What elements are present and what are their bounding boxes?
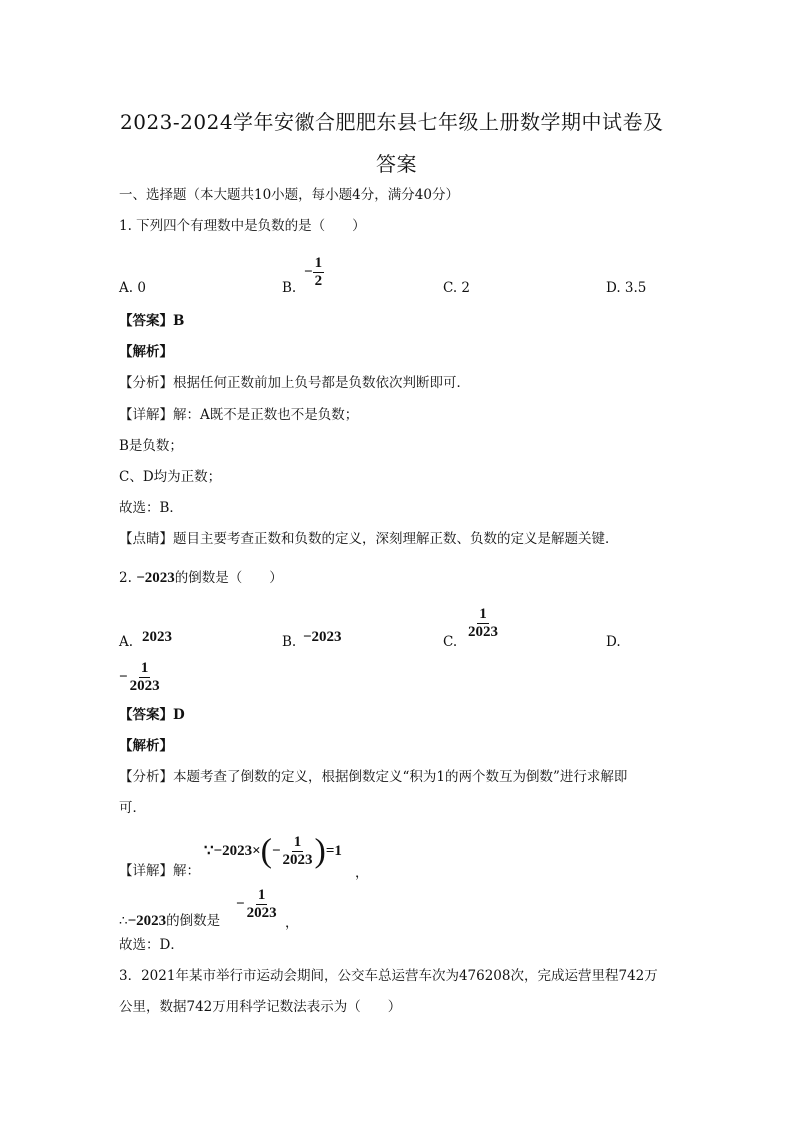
q1-choice: 故选：B． xyxy=(119,500,183,516)
document-title-line2: 答案 xyxy=(376,152,417,176)
denominator: 2023 xyxy=(468,624,498,640)
q2-option-b-value: −2023 xyxy=(303,629,342,645)
q2-stem xyxy=(119,569,283,587)
denominator: 2023 xyxy=(129,678,160,694)
q2-option-d-fraction xyxy=(119,660,162,695)
q2-detail-label: 【详解】解： xyxy=(119,863,200,879)
conclusion-math: −2023 xyxy=(127,913,167,929)
fraction xyxy=(128,660,162,695)
q2-number: 2. xyxy=(119,570,132,586)
fraction xyxy=(466,606,500,641)
q2-eq-comma: ， xyxy=(355,865,369,881)
right-paren: ) xyxy=(314,832,326,870)
fraction xyxy=(313,255,325,290)
numerator: 1 xyxy=(140,660,149,676)
q1-option-b-label: B. xyxy=(282,280,297,296)
q2-option-a-value: 2023 xyxy=(142,629,172,645)
section-heading: 一、选择题（本大题共10小题，每小题4分，满分40分） xyxy=(119,187,459,203)
eq-right: =1 xyxy=(325,842,342,859)
minus-sign: − xyxy=(304,263,313,280)
q1-option-a: A. 0 xyxy=(119,280,146,296)
numerator: 1 xyxy=(293,834,302,850)
minus-sign: − xyxy=(271,842,281,859)
therefore-symbol: ∴ xyxy=(119,913,128,929)
q2-conclusion xyxy=(119,912,220,930)
q2-option-c-fraction xyxy=(466,606,500,641)
q1-detail: 【详解】解：A既不是正数也不是负数； xyxy=(119,407,359,423)
q2-option-a-label: A. xyxy=(119,634,134,650)
q2-option-b-label: B. xyxy=(282,634,297,650)
numerator: 1 xyxy=(314,255,323,271)
numerator: 1 xyxy=(257,887,266,903)
eq-left: −2023× xyxy=(213,842,261,859)
q3-stem-line2: 公里，数据742万用科学记数法表示为（ ） xyxy=(119,999,402,1015)
q2-option-d-label: D. xyxy=(606,634,621,650)
q1-analysis-heading: 【解析】 xyxy=(119,344,173,360)
q2-stem-text: 的倒数是（ ） xyxy=(174,570,283,586)
minus-sign: − xyxy=(236,895,245,912)
q1-stem: 1. 下列四个有理数中是负数的是（ ） xyxy=(119,218,366,234)
q2-stem-math: −2023 xyxy=(136,570,175,586)
q1-option-b-fraction xyxy=(304,255,324,290)
q1-remark: 【点睛】题目主要考查正数和负数的定义，深刻理解正数、负数的定义是解题关键． xyxy=(119,531,619,547)
left-paren: ( xyxy=(260,832,272,870)
denominator: 2 xyxy=(314,273,323,289)
minus-sign: − xyxy=(119,668,128,685)
denominator: 2023 xyxy=(282,852,313,868)
q2-analysis-fenxi-line2: 可． xyxy=(119,800,146,816)
document-title-line1: 2023-2024学年安徽合肥肥东县七年级上册数学期中试卷及 xyxy=(120,110,664,134)
q1-detail-line2: B是负数； xyxy=(119,438,183,454)
conclusion-text: 的倒数是 xyxy=(166,913,221,929)
because-symbol: ∵ xyxy=(204,842,214,859)
q1-answer: 【答案】B xyxy=(119,313,185,329)
fraction xyxy=(281,834,315,869)
numerator: 1 xyxy=(479,606,487,622)
q1-option-d: D. 3.5 xyxy=(606,280,647,296)
fraction xyxy=(245,887,279,922)
q2-equation xyxy=(204,834,342,869)
q2-analysis-fenxi-line1: 【分析】本题考查了倒数的定义，根据倒数定义“积为1的两个数互为倒数”进行求解即 xyxy=(119,769,628,785)
q2-conclusion-comma: ， xyxy=(285,915,299,931)
q1-detail-line3: C、D均为正数； xyxy=(119,469,222,485)
q2-choice: 故选：D． xyxy=(119,937,184,953)
q3-stem-line1: 3．2021年某市举行市运动会期间，公交车总运营车次为476208次，完成运营里程742万 xyxy=(119,968,658,984)
q2-answer: 【答案】D xyxy=(119,707,185,723)
q2-analysis-heading: 【解析】 xyxy=(119,738,173,754)
q1-option-c: C. 2 xyxy=(443,280,471,296)
denominator: 2023 xyxy=(246,905,277,921)
q2-option-c-label: C. xyxy=(443,634,458,650)
q2-conclusion-fraction xyxy=(236,887,279,922)
q1-analysis-fenxi: 【分析】根据任何正数前加上负号都是负数依次判断即可． xyxy=(119,375,470,391)
